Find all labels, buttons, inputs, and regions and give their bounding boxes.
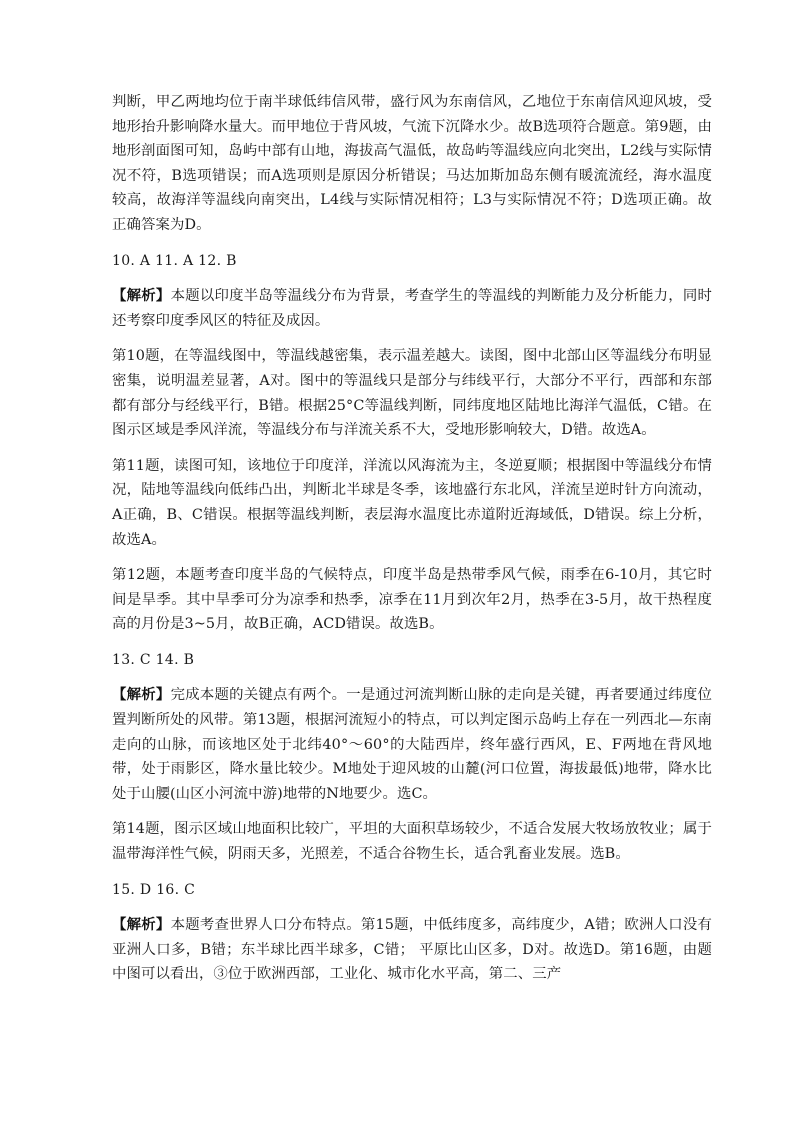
analysis-tag: 【解析】 bbox=[112, 287, 171, 305]
paragraph-text: 第11题，读图可知，该地位于印度洋，洋流以风海流为主，冬逆夏顺；根据图中等温线分布情况，陆地等温线向低纬凸出，判断北半球是冬季，该地盛行东北风，洋流呈逆时针方向流动，A正确，B、C错误。根据等温线判断，表层海水温度比赤道附近海域低，D错误。综上分析，故选A。 bbox=[112, 457, 712, 548]
analysis-tag: 【解析】 bbox=[112, 916, 171, 934]
paragraph-analysis-13 bbox=[112, 683, 712, 806]
paragraph-q8-q9-analysis bbox=[112, 90, 712, 238]
paragraph-analysis-10-12-intro bbox=[112, 284, 712, 333]
document-page bbox=[112, 90, 712, 998]
answer-line-13-14 bbox=[112, 648, 712, 673]
paragraph-q10 bbox=[112, 344, 712, 442]
paragraph-text: 本题考查世界人口分布特点。第15题，中低纬度多，高纬度少，A错；欧洲人口没有亚洲人口多，B错；东半球比西半球多，C错； 平原比山区多，D对。故选D。第16题，由题中图可以看出，③位于欧洲西部，工业化、城市化水平高，第二、三产 bbox=[112, 917, 713, 983]
answer-text: 13. C 14. B bbox=[112, 651, 195, 668]
answer-line-15-16 bbox=[112, 878, 712, 903]
answer-text: 15. D 16. C bbox=[112, 881, 196, 898]
paragraph-text: 本题以印度半岛等温线分布为背景，考查学生的等温线的判断能力及分析能力，同时还考察印度季风区的特征及成因。 bbox=[112, 288, 713, 329]
paragraph-analysis-15-16 bbox=[112, 913, 712, 987]
paragraph-text: 第14题，图示区域山地面积比较广，平坦的大面积草场较少，不适合发展大牧场放牧业；属于温带海洋性气候，阴雨天多，光照差，不适合谷物生长，适合乳畜业发展。选B。 bbox=[112, 821, 712, 863]
paragraph-text: 第12题，本题考查印度半岛的气候特点，印度半岛是热带季风气候，雨季在6-10月，其它时间是旱季。其中旱季可分为凉季和热季，凉季在11月到次年2月，热季在3-5月，故干热程度高的月份是3~5月，故B正确，ACD错误。故选B。 bbox=[112, 567, 712, 633]
paragraph-q12 bbox=[112, 563, 712, 637]
paragraph-text: 第10题，在等温线图中，等温线越密集，表示温差越大。读图，图中北部山区等温线分布明显密集，说明温差显著，A对。图中的等温线只是部分与纬线平行，大部分不平行，西部和东部都有部分与经线平行，B错。根据25°C等温线判断，同纬度地区陆地比海洋气温低，C错。在图示区域是季风洋流，等温线分布与洋流关系不大，受地形影响较大，D错。故选A。 bbox=[112, 348, 712, 439]
paragraph-q14 bbox=[112, 817, 712, 866]
paragraph-text: 完成本题的关键点有两个。一是通过河流判断山脉的走向是关键，再者要通过纬度位置判断所处的风带。第13题，根据河流短小的特点，可以判定图示岛屿上存在一列西北—东南走向的山脉，而该地区处于北纬40°～60°的大陆西岸，终年盛行西风，E、F两地在背风地带，处于雨影区，降水量比较少。M地处于迎风坡的山麓(河口位置，海拔最低)地带，降水比处于山腰(山区小河流中游)地带的N地要少。选C。 bbox=[112, 687, 713, 802]
answer-line-10-12 bbox=[112, 249, 712, 274]
analysis-tag: 【解析】 bbox=[112, 686, 171, 704]
paragraph-text: 判断，甲乙两地均位于南半球低纬信风带，盛行风为东南信风，乙地位于东南信风迎风坡，受地形抬升影响降水量大。而甲地位于背风坡，气流下沉降水少。故B选项符合题意。第9题，由地形剖面图可知，岛屿中部有山地，海拔高气温低，故岛屿等温线应向北突出，L2线与实际情况不符，B选项错误；而A选项则是原因分析错误；马达加斯加岛东侧有暖流流经，海水温度较高，故海洋等温线向南突出，L4线与实际情况相符；L3与实际情况不符；D选项正确。故正确答案为D。 bbox=[112, 94, 712, 233]
answer-text: 10. A 11. A 12. B bbox=[112, 252, 237, 269]
paragraph-q11 bbox=[112, 454, 712, 552]
